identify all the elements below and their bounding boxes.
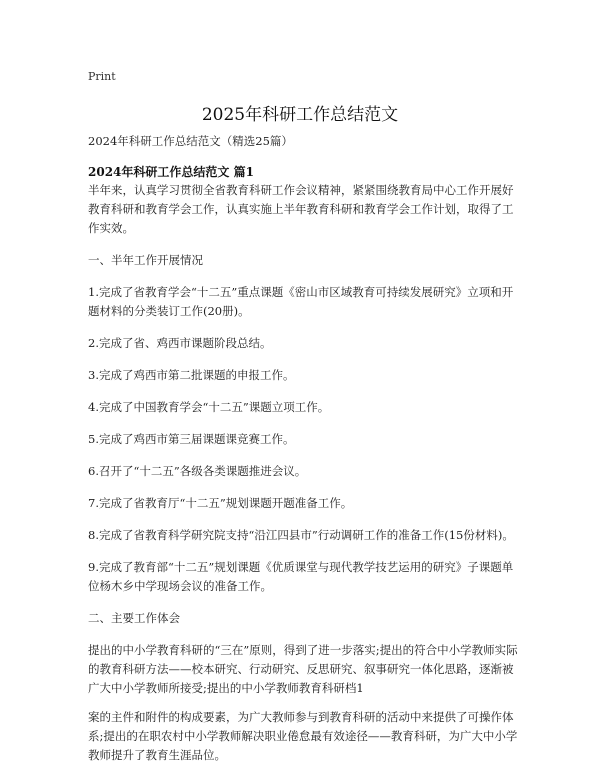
document-title: 2025年科研工作总结范文 [201,105,399,125]
list-item: 4.完成了中国教育学会“十二五”课题立项工作。 [88,400,330,414]
list-item: 7.完成了省教育厅“十二五”规划课题开题准备工作。 [88,496,353,510]
body-paragraph: 提出的中小学教育科研的“三在”原则，得到了进一步落实;提出的符合中小学教师实际的教育科研方法——校本研究、行动研究、反思研究、叙事研究一体化思路，逐渐被广大中小学教师所接受;提出的中小学教师教育科研档1 [88,643,518,695]
list-item: 3.完成了鸡西市第二批课题的申报工作。 [88,368,295,382]
body-paragraph: 案的主件和附件的构成要素，为广大教师参与到教育科研的活动中来提供了可操作体系;提出的在职农村中小学教师解决职业倦怠最有效途径——教育科研，为广大中小学教师提升了教育生涯品位。 [88,710,518,762]
document-body [88,181,518,778]
list-item: 9.完成了教育部“十二五”规划课题《优质课堂与现代教学技艺运用的研究》子课题单位杨木乡中学现场会议的准备工作。 [88,560,514,593]
list-item: 2.完成了省、鸡西市课题阶段总结。 [88,336,272,350]
list-item: 8.完成了省教育科学研究院支持“沿江四县市”行动调研工作的准备工作(15份材料)。 [88,528,514,542]
intro-paragraph: 半年来，认真学习贯彻全省教育科研工作会议精神，紧紧围绕教育局中心工作开展好教育科研和教育学会工作，认真实施上半年教育科研和教育学会工作计划，取得了工作实效。 [88,183,514,235]
list-item: 5.完成了鸡西市第三届课题课竞赛工作。 [88,432,295,446]
section-heading: 2024年科研工作总结范文 篇1 [88,165,254,179]
section-2-heading: 二、主要工作体会 [88,611,180,625]
list-item: 1.完成了省教育学会“十二五”重点课题《密山市区域教育可持续发展研究》立项和开题材料的分类装订工作(20册)。 [88,285,514,318]
list-item: 6.召开了“十二五”各级各类课题推进会议。 [88,464,307,478]
section-1-heading: 一、半年工作开展情况 [88,253,203,267]
print-label: Print [88,70,116,83]
document-subtitle: 2024年科研工作总结范文（精选25篇） [88,134,293,148]
